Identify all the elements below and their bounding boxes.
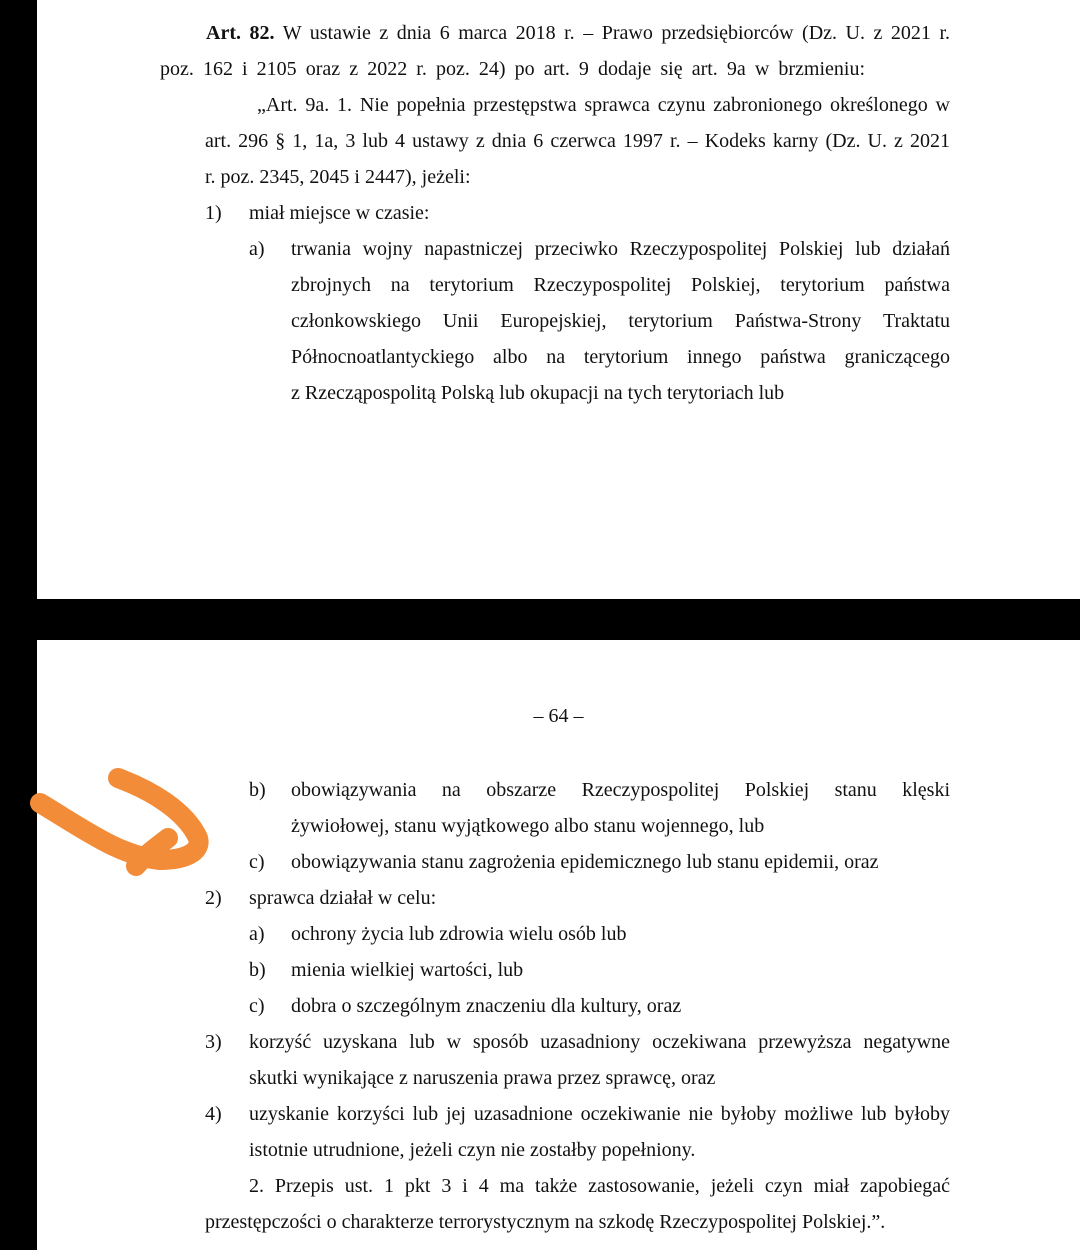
- art82-first-line: [206, 21, 950, 45]
- item-2a-text: ochrony życia lub zdrowia wielu osób lub: [291, 923, 627, 945]
- item-2c-letter: c): [249, 995, 265, 1017]
- item-2-text: sprawca działał w celu:: [249, 887, 437, 909]
- item-1-text: miał miejsce w czasie:: [249, 202, 430, 224]
- art9a-line-2: art. 296 § 1, 1a, 3 lub 4 ustawy z dnia 6 czerwca 1997 r. – Kodeks karny (Dz. U. z 2021: [205, 130, 950, 152]
- article-82-text: W ustawie z dnia 6 marca 2018 r. – Prawo przedsiębiorców (Dz. U. z 2021 r.: [282, 22, 951, 44]
- item-1a-letter: a): [249, 238, 265, 260]
- paragraph-2-line-1: 2. Przepis ust. 1 pkt 3 i 4 ma także zastosowanie, jeżeli czyn miał zapobiegać: [249, 1175, 950, 1197]
- item-1a-line-1: trwania wojny napastniczej przeciwko Rzeczypospolitej Polskiej lub działań: [291, 238, 950, 260]
- item-1b-line-1: obowiązywania na obszarze Rzeczypospolitej Polskiej stanu klęski: [291, 779, 950, 801]
- item-1a-line-5: z Rzecząpospolitą Polską lub okupacji na tych terytoriach lub: [291, 382, 785, 404]
- item-4-line-1: uzyskanie korzyści lub jej uzasadnione oczekiwanie nie byłoby możliwe lub byłoby: [249, 1103, 950, 1125]
- art82-line-2: poz. 162 i 2105 oraz z 2022 r. poz. 24) po art. 9 dodaje się art. 9a w brzmieniu:: [160, 58, 865, 80]
- document-page-top: [37, 0, 1080, 599]
- item-2a-letter: a): [249, 923, 265, 945]
- art9a-line-3: r. poz. 2345, 2045 i 2447), jeżeli:: [205, 166, 471, 188]
- page-number: – 64 –: [533, 705, 584, 727]
- paragraph-2-line-2: przestępczości o charakterze terrorystycznym na szkodę Rzeczypospolitej Polskiej.”.: [205, 1211, 886, 1233]
- item-3-number: 3): [205, 1031, 222, 1053]
- item-1b-letter: b): [249, 779, 266, 801]
- item-2c-text: dobra o szczególnym znaczeniu dla kultury, oraz: [291, 995, 682, 1017]
- item-1-number: 1): [205, 202, 222, 224]
- item-4-number: 4): [205, 1103, 222, 1125]
- item-2-number: 2): [205, 887, 222, 909]
- article-82-label: Art. 82.: [206, 22, 275, 44]
- item-1c-text: obowiązywania stanu zagrożenia epidemicznego lub stanu epidemii, oraz: [291, 851, 879, 873]
- item-4-line-2: istotnie utrudnione, jeżeli czyn nie zostałby popełniony.: [249, 1139, 696, 1161]
- item-3-line-1: korzyść uzyskana lub w sposób uzasadniony oczekiwana przewyższa negatywne: [249, 1031, 950, 1053]
- item-1c-letter: c): [249, 851, 265, 873]
- item-2b-text: mienia wielkiej wartości, lub: [291, 959, 524, 981]
- item-3-line-2: skutki wynikające z naruszenia prawa przez sprawcę, oraz: [249, 1067, 716, 1089]
- item-1a-line-2: zbrojnych na terytorium Rzeczypospolitej Polskiej, terytorium państwa: [291, 274, 950, 296]
- item-1a-line-4: Północnoatlantyckiego albo na terytorium innego państwa graniczącego: [291, 346, 950, 368]
- item-1b-line-2: żywiołowej, stanu wyjątkowego albo stanu wojennego, lub: [291, 815, 765, 837]
- item-1a-line-3: członkowskiego Unii Europejskiej, terytorium Państwa-Strony Traktatu: [291, 310, 950, 332]
- art9a-intro-line: „Art. 9a. 1. Nie popełnia przestępstwa sprawca czynu zabronionego określonego w: [257, 94, 950, 116]
- item-2b-letter: b): [249, 959, 266, 981]
- document-page-bottom: [37, 640, 1080, 1250]
